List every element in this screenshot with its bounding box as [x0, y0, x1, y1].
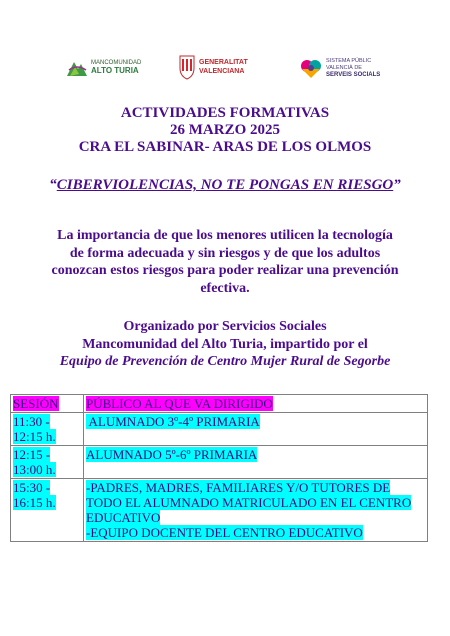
time-cell — [11, 413, 84, 446]
generalitat-logo — [178, 54, 248, 80]
mancomunidad-line1: MANCOMUNIDAD — [91, 59, 142, 66]
mancomunidad-logo — [66, 56, 141, 78]
table-row — [11, 446, 428, 479]
sistema-line1: SISTEMA PÚBLIC — [326, 58, 372, 64]
audience-text-families: -PADRES, MADRES, FAMILIARES Y/O TUTORES DE TODO EL ALUMNADO MATRICULADO EN EL CENTRO EDUCATIVO — [86, 480, 412, 525]
audience-text: ALUMNADO 3º-4º PRIMARIA — [86, 414, 260, 429]
table-header-row — [11, 395, 428, 413]
audience-text: ALUMNADO 5º-6º PRIMARIA — [86, 447, 258, 462]
subtitle-close-quote: ” — [393, 177, 401, 193]
organizer-line-2: Mancomunidad del Alto Turia, impartido por el — [82, 336, 368, 352]
schedule-table — [10, 394, 428, 542]
header-cell-session — [11, 395, 84, 413]
audience-cell — [84, 446, 428, 479]
generalitat-line1: GENERALITAT — [199, 59, 248, 66]
audience-text-teachers: -EQUIPO DOCENTE DEL CENTRO EDUCATIVO — [86, 525, 363, 540]
table-row — [11, 479, 428, 542]
session-time: 15:30 - 16:15 h. — [13, 480, 56, 510]
audience-cell — [84, 479, 428, 542]
subtitle — [0, 176, 450, 194]
header-line-3: CRA EL SABINAR- ARAS DE LOS OLMOS — [78, 139, 372, 155]
logo-bar — [0, 52, 450, 92]
table-row — [11, 413, 428, 446]
header-block — [0, 105, 450, 156]
subtitle-text: CIBERVIOLENCIAS, NO TE PONGAS EN RIESGO — [56, 177, 394, 193]
header-line-1: ACTIVIDADES FORMATIVAS — [120, 105, 330, 121]
header-line-2: 26 MARZO 2025 — [170, 122, 280, 138]
sistema-heart-icon — [300, 59, 322, 79]
audience-cell — [84, 413, 428, 446]
sistema-servicios-sociales-logo — [300, 58, 380, 79]
subtitle-open-quote: “ — [49, 177, 57, 193]
mancomunidad-mountain-icon — [66, 56, 88, 78]
header-session-label: SESIÓN — [13, 396, 59, 411]
session-time: 11:30 - 12:15 h. — [13, 414, 56, 444]
session-time: 12:15 - 13:00 h. — [13, 447, 56, 477]
time-cell — [11, 479, 84, 542]
generalitat-shield-icon — [178, 54, 196, 80]
header-audience-label: PÚBLICO AL QUE VA DIRIGIDO — [86, 396, 273, 411]
description: La importancia de que los menores utilicen la tecnología de forma adecuada y sin riesgos y de que los adultos conozcan estos riesgos para poder realizar una prevención efectiva. — [51, 228, 399, 296]
sistema-line3: SERVEIS SOCIALS — [326, 72, 381, 78]
time-cell — [11, 446, 84, 479]
organizer-team: Equipo de Prevención de Centro Mujer Rural de Segorbe — [59, 354, 391, 369]
header-cell-audience — [84, 395, 428, 413]
generalitat-line2: VALENCIANA — [199, 68, 245, 75]
organizer-line-1: Organizado por Servicios Sociales — [123, 319, 327, 334]
mancomunidad-line2: ALTO TURIA — [91, 65, 139, 75]
sistema-line2: VALENCIÀ DE — [326, 65, 362, 71]
organizer-block — [40, 318, 410, 371]
